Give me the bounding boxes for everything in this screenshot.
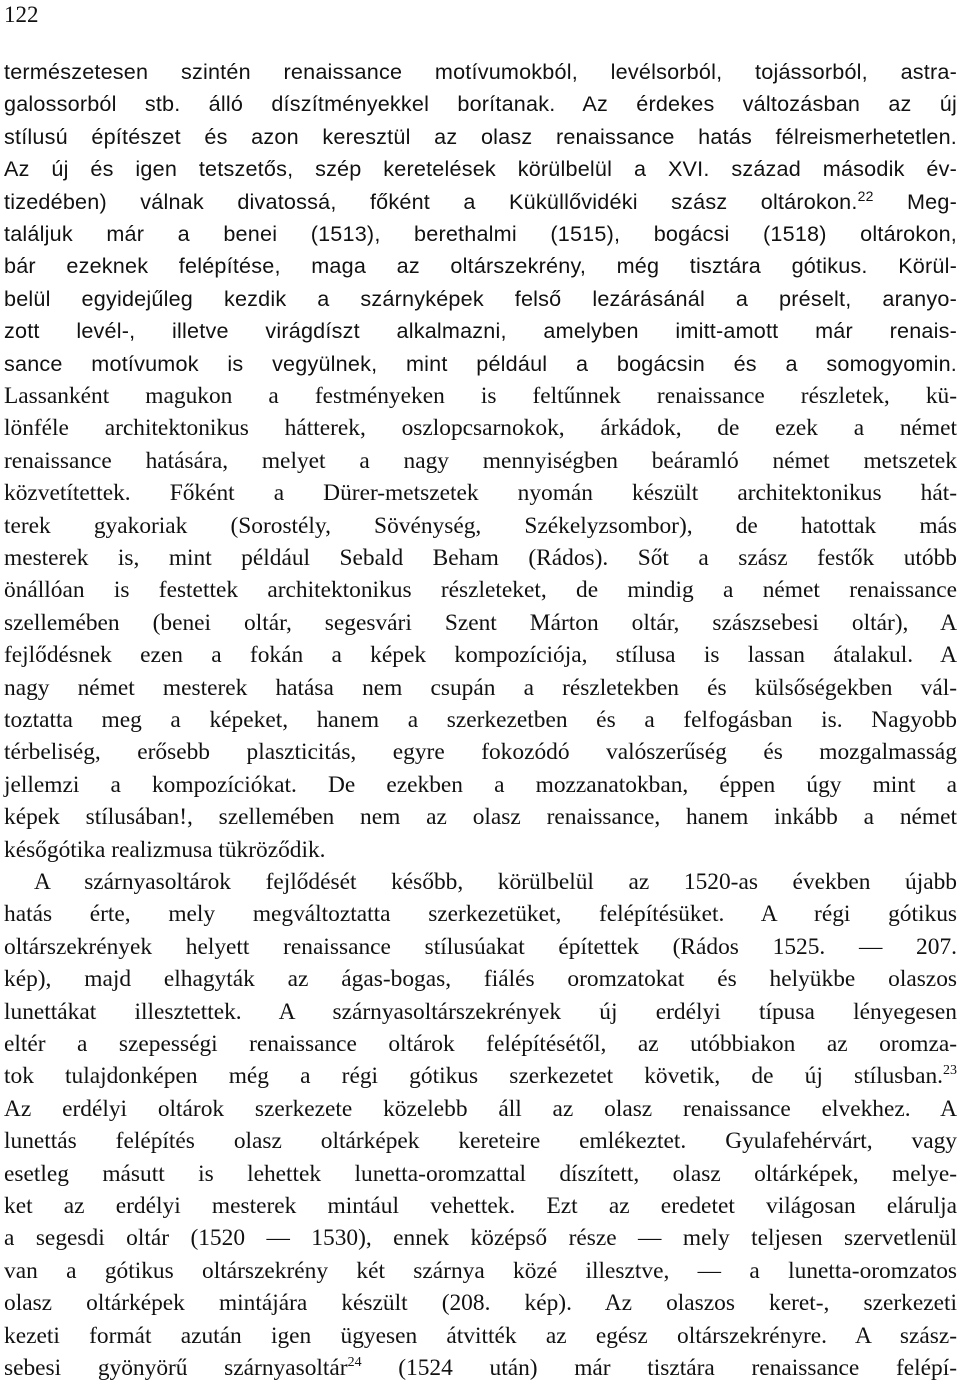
text-line xyxy=(4,1158,957,1190)
line-text: stílusú építészet és azon keresztül az olasz renaissance hatás félreismerhetetlen. xyxy=(4,123,957,149)
line-text: találjuk már a benei (1513), berethalmi (1515), bogácsi (1518) oltárokon, xyxy=(4,221,957,246)
line-text: lunettákat illesztettek. A szárnyasoltárszekrények új erdélyi típusa lényegesen xyxy=(4,998,957,1025)
line-text: sance motívumok is vegyülnek, mint például a bogácsin és a somogyomin. xyxy=(4,350,957,376)
text-line xyxy=(4,963,957,995)
line-text: sebesi gyönyörű szárnyasoltár xyxy=(4,1355,348,1381)
text-line xyxy=(4,121,957,153)
line-text: tizedében) válnak divatossá, főként a Küküllővidéki szász oltárokon. xyxy=(4,188,858,214)
text-line xyxy=(4,704,957,736)
text-line xyxy=(4,283,957,315)
line-text: galossorból stb. álló díszítményekkel borítanak. Az érdekes változásban az új xyxy=(4,91,957,117)
text-line xyxy=(4,866,957,898)
line-text: terek gyakoriak (Sorostély, Sövénység, Székelyzsombor), de hatottak más xyxy=(4,512,957,539)
text-line xyxy=(4,380,957,412)
line-text: tok tulajdonképen még a régi gótikus szerkezetet követik, de új stílusban. xyxy=(4,1063,943,1090)
line-text: Lassanként magukon a festményeken is feltűnnek renaissance részletek, kü- xyxy=(4,383,957,409)
line-text: eltér a szepességi renaissance oltárok felépítésétől, az utóbbiakon az oromza- xyxy=(4,1031,957,1057)
line-text: ket az erdélyi mesterek mintául vehettek. Ezt az eredetet világosan elárulja xyxy=(4,1193,957,1219)
line-text-continued: Meg- xyxy=(873,188,957,214)
line-text: toztatta meg a képeket, hanem a szerkezetben és a felfogásban is. Nagyobb xyxy=(4,707,957,733)
text-line xyxy=(4,542,957,574)
text-line xyxy=(4,218,957,250)
text-line xyxy=(4,88,957,120)
line-text: hatás érte, mely megváltoztatta szerkezetüket, felépítésüket. A régi gótikus xyxy=(4,901,957,928)
text-line xyxy=(4,477,957,509)
text-line xyxy=(4,639,957,671)
text-line xyxy=(4,1222,957,1254)
line-text: renaissance hatására, melyet a nagy mennyiségben beáramló német metszetek xyxy=(4,447,957,474)
line-text: mesterek is, mint például Sebald Beham (Rádos). Sőt a szász festők utóbb xyxy=(4,545,957,571)
line-text: esetleg másutt is lehettek lunetta-oromzattal díszített, olasz oltárképek, melye- xyxy=(4,1160,957,1187)
footnote-marker: 22 xyxy=(857,187,874,204)
text-line xyxy=(4,56,957,88)
text-line xyxy=(4,898,957,930)
text-line xyxy=(4,153,957,185)
text-line xyxy=(4,1093,957,1125)
line-text: lunettás felépítés olasz oltárképek kereteire emlékeztet. Gyulafehérvárt, vagy xyxy=(4,1128,957,1155)
line-text: térbeliség, erősebb plaszticitás, egyre fokozódó valószerűség és mozgalmasság xyxy=(4,739,957,766)
line-text: jellemzi a kompozíciókat. De ezekben a mozzanatokban, éppen úgy mint a xyxy=(4,771,957,798)
text-line xyxy=(4,1060,957,1092)
text-line xyxy=(4,1255,957,1287)
line-text: későgótika realizmusa tükröződik. xyxy=(4,836,326,863)
line-text: fejlődésnek ezen a fokán a képek kompozíciója, stílusa is lassan átalakul. A xyxy=(4,642,957,669)
text-line xyxy=(4,996,957,1028)
text-line xyxy=(4,801,957,833)
text-line xyxy=(4,736,957,768)
text-line xyxy=(4,412,957,444)
footnote-marker: 23 xyxy=(943,1063,957,1079)
text-line xyxy=(4,1287,957,1319)
line-text: oltárszekrények helyett renaissance stílusúakat építettek (Rádos 1525. — 207. xyxy=(4,933,957,960)
text-line xyxy=(4,1028,957,1060)
text-line xyxy=(4,315,957,347)
line-text-continued: (1524 után) már tisztára renaissance felépí- xyxy=(361,1355,957,1381)
line-text: önállóan is festettek architektonikus részleteket, de mindig a német renaissance xyxy=(4,577,957,604)
line-text: lönféle architektonikus hátterek, oszlopcsarnokok, árkádok, de ezek a német xyxy=(4,415,957,442)
line-text: kezeti formát azután igen ügyesen átvitték az egész oltárszekrényre. A szász- xyxy=(4,1322,957,1349)
text-line xyxy=(4,510,957,542)
page-number: 122 xyxy=(4,2,39,27)
line-text: olasz oltárképek mintájára készült (208. kép). Az olaszos keret-, szerkezeti xyxy=(4,1290,957,1317)
line-text: zott levél-, illetve virágdíszt alkalmazni, amelyben imitt-amott már renais- xyxy=(4,318,957,344)
footnote-marker: 24 xyxy=(347,1355,362,1371)
line-text: természetesen szintén renaissance motívumokból, levélsorból, tojássorból, astra- xyxy=(4,59,957,84)
line-text: közvetítettek. Főként a Dürer-metszetek nyomán készült architektonikus hát- xyxy=(4,480,957,507)
text-line xyxy=(4,607,957,639)
line-text: nagy német mesterek hatása nem csupán a részletekben és külsőségekben vál- xyxy=(4,674,957,701)
line-text: belül egyidejűleg kezdik a szárnyképek felső lezárásánál a préselt, aranyo- xyxy=(4,285,957,311)
text-line xyxy=(4,445,957,477)
text-line xyxy=(4,1352,957,1384)
text-line xyxy=(4,931,957,963)
line-text: kép), majd elhagyták az ágas-bogas, fiálés oromzatokat és helyükbe olaszos xyxy=(4,966,957,993)
text-line xyxy=(4,574,957,606)
text-line xyxy=(4,1125,957,1157)
line-text: Az új és igen tetszetős, szép keretelések körülbelül a XVI. század második év- xyxy=(4,156,957,182)
line-text: bár ezeknek felépítése, maga az oltárszekrény, még tisztára gótikus. Körül- xyxy=(4,253,957,279)
line-text: van a gótikus oltárszekrény két szárnya közé illesztve, — a lunetta-oromzatos xyxy=(4,1257,957,1284)
text-line xyxy=(4,1320,957,1352)
line-text: a segesdi oltár (1520 — 1530), ennek középső része — mely teljesen szervetlenül xyxy=(4,1225,957,1252)
line-text: A szárnyasoltárok fejlődését később, körülbelül az 1520-as években újabb xyxy=(34,869,957,895)
line-text: szellemében (benei oltár, segesvári Szent Márton oltár, szászsebesi oltár), A xyxy=(4,609,957,636)
text-line xyxy=(4,1190,957,1222)
line-text: képek stílusában!, szellemében nem az olasz renaissance, hanem inkább a német xyxy=(4,804,957,831)
text-line xyxy=(4,672,957,704)
text-line xyxy=(4,834,957,866)
text-line xyxy=(4,348,957,380)
line-text: Az erdélyi oltárok szerkezete közelebb áll az olasz renaissance elvekhez. A xyxy=(4,1095,957,1122)
text-line xyxy=(4,769,957,801)
text-line xyxy=(4,250,957,282)
text-line xyxy=(4,186,957,218)
